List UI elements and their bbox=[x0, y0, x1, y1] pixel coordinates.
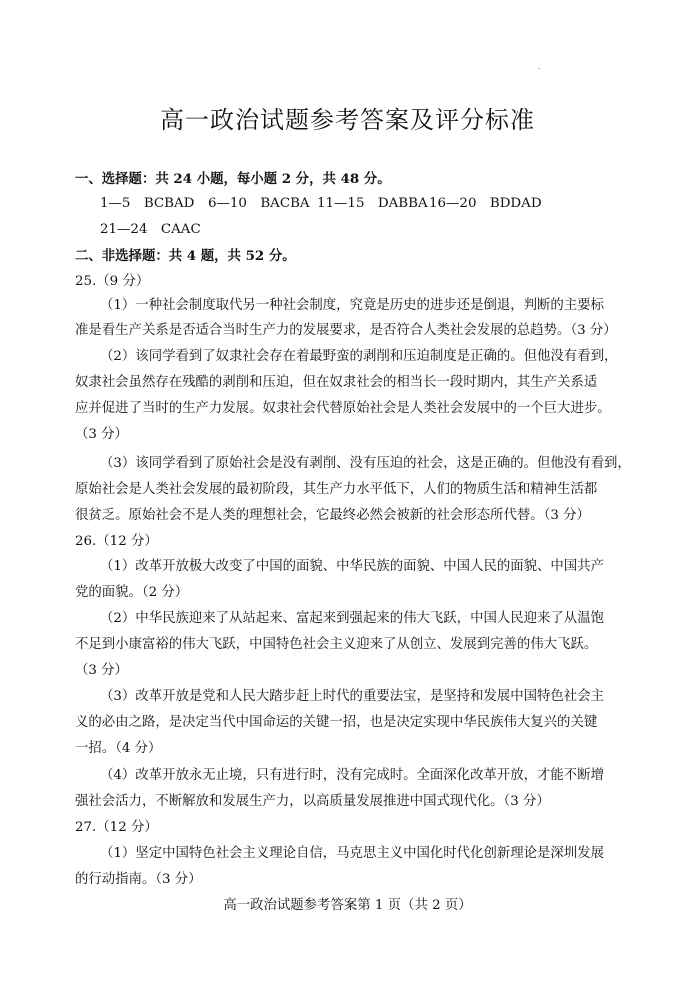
page-title: 高一政治试题参考答案及评分标准 bbox=[160, 106, 535, 134]
q25-p2-line: （2）该同学看到了奴隶社会存在着最野蛮的剥削和压迫制度是正确的。但他没有看到， bbox=[100, 349, 618, 364]
q27-p1-line: （1）坚定中国特色社会主义理论自信，马克思主义中国化时代化创新理论是深圳发展 bbox=[100, 846, 604, 861]
q26-p3-line: 义的必由之路，是决定当代中国命运的关键一招，也是决定实现中华民族伟大复兴的关键 bbox=[75, 715, 598, 730]
q26-p3-line: （3）改革开放是党和人民大踏步赶上时代的重要法宝，是坚持和发展中国特色社会主 bbox=[100, 689, 604, 704]
q26-p4-line: （4）改革开放永无止境，只有进行时，没有完成时。全面深化改革开放，才能不断增 bbox=[100, 768, 604, 783]
q26-label: 26.（12 分） bbox=[75, 534, 158, 549]
q27-label: 27.（12 分） bbox=[75, 820, 158, 835]
q26-p4-line: 强社会活力，不断解放和发展生产力，以高质量发展推进中国式现代化。（3 分） bbox=[75, 794, 550, 809]
q26-p2-line: （2）中华民族迎来了从站起来、富起来到强起来的伟大飞跃，中国人民迎来了从温饱 bbox=[100, 611, 604, 626]
q25-p2-line: 奴隶社会虽然存在残酷的剥削和压迫，但在奴隶社会的相当长一段时期内，其生产关系适 bbox=[75, 375, 598, 390]
q25-p3-line: （3）该同学看到了原始社会是没有剥削、没有压迫的社会，这是正确的。但他没有看到， bbox=[100, 456, 631, 471]
answer-group: 6—10 BACBA bbox=[208, 196, 310, 211]
answer-group: 11—15 DABBA bbox=[317, 196, 428, 211]
q25-p1-line: 准是看生产关系是否适合当时生产力的发展要求，是否符合人类社会发展的总趋势。（3 分） bbox=[75, 323, 617, 338]
q26-p1-line: 党的面貌。（2 分） bbox=[75, 585, 189, 600]
answer-group: 16—20 BDDAD bbox=[429, 196, 542, 211]
answer-group: 21—24 CAAC bbox=[100, 222, 201, 237]
q26-p2-line: 不足到小康富裕的伟大飞跃，中国特色社会主义迎来了从创立、发展到完善的伟大飞跃。 bbox=[75, 637, 598, 652]
q25-label: 25.（9 分） bbox=[75, 274, 150, 289]
scan-mark: . bbox=[538, 62, 541, 71]
answers-row-2 bbox=[100, 221, 201, 239]
page-footer: 高一政治试题参考答案第 1 页（共 2 页） bbox=[223, 898, 472, 913]
answers-row-1 bbox=[100, 195, 542, 213]
answer-group: 1—5 BCBAD bbox=[100, 196, 195, 211]
section2-heading: 二、非选择题：共 4 题，共 52 分。 bbox=[75, 248, 296, 264]
q27-p1-line: 的行动指南。（3 分） bbox=[75, 872, 202, 887]
q26-p2-line: （3 分） bbox=[75, 663, 128, 678]
section1-heading: 一、选择题：共 24 小题，每小题 2 分，共 48 分。 bbox=[75, 171, 391, 187]
q25-p2-line: 应并促进了当时的生产力发展。奴隶社会代替原始社会是人类社会发展中的一个巨大进步。 bbox=[75, 401, 611, 416]
q25-p3-line: 很贫乏。原始社会不是人类的理想社会，它最终必然会被新的社会形态所代替。（3 分） bbox=[75, 508, 590, 523]
q26-p1-line: （1）改革开放极大改变了中国的面貌、中华民族的面貌、中国人民的面貌、中国共产 bbox=[100, 559, 604, 574]
q25-p2-line: （3 分） bbox=[75, 427, 128, 442]
q26-p3-line: 一招。（4 分） bbox=[75, 741, 162, 756]
q25-p1-line: （1）一种社会制度取代另一种社会制度，究竟是历史的进步还是倒退，判断的主要标 bbox=[100, 298, 604, 313]
q25-p3-line: 原始社会是人类社会发展的最初阶段，其生产力水平低下，人们的物质生活和精神生活都 bbox=[75, 482, 598, 497]
